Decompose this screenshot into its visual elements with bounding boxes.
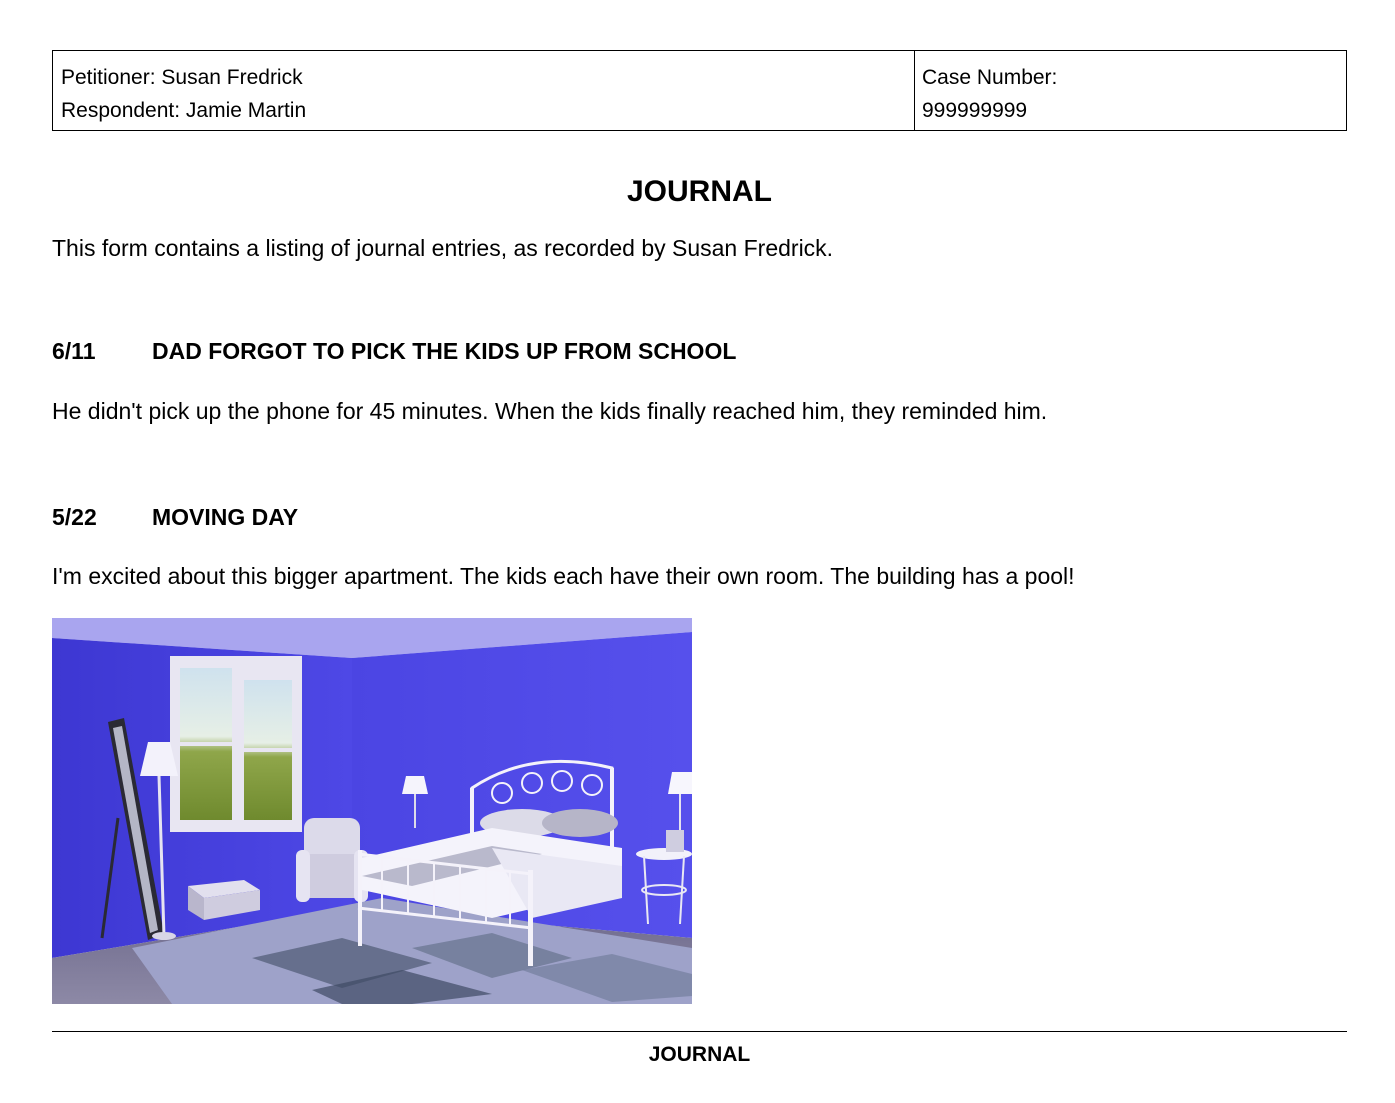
case-caption-table [52, 50, 1347, 131]
entry-title: MOVING DAY [152, 504, 299, 530]
journal-entry-heading [52, 336, 736, 366]
footer-title: JOURNAL [648, 1043, 751, 1066]
entry-date: 6/11 [52, 338, 96, 364]
case-number-value: 999999999 [922, 99, 1028, 122]
document-title: JOURNAL [626, 175, 772, 208]
intro-text: This form contains a listing of journal entries, as recorded by Susan Fredrick. [52, 235, 834, 261]
petitioner-line: Petitioner: Susan Fredrick [61, 66, 303, 89]
journal-entry-body: He didn't pick up the phone for 45 minutes. When the kids finally reached him, they reminded him. [52, 398, 1048, 424]
entry-title: DAD FORGOT TO PICK THE KIDS UP FROM SCHOOL [152, 338, 737, 364]
journal-entry-heading [52, 502, 298, 532]
parties-cell [53, 51, 915, 130]
journal-page [52, 50, 1347, 1066]
respondent-line: Respondent: Jamie Martin [61, 99, 307, 122]
bedroom-photo [52, 618, 692, 1004]
case-number-cell [915, 51, 1346, 130]
footer-divider [52, 1031, 1347, 1032]
journal-entry-body: I'm excited about this bigger apartment. The kids each have their own room. The building has a pool! [52, 563, 1075, 589]
armchair [296, 818, 368, 902]
window [170, 656, 302, 832]
entry-date: 5/22 [52, 504, 97, 530]
case-number-label: Case Number: [922, 66, 1058, 89]
